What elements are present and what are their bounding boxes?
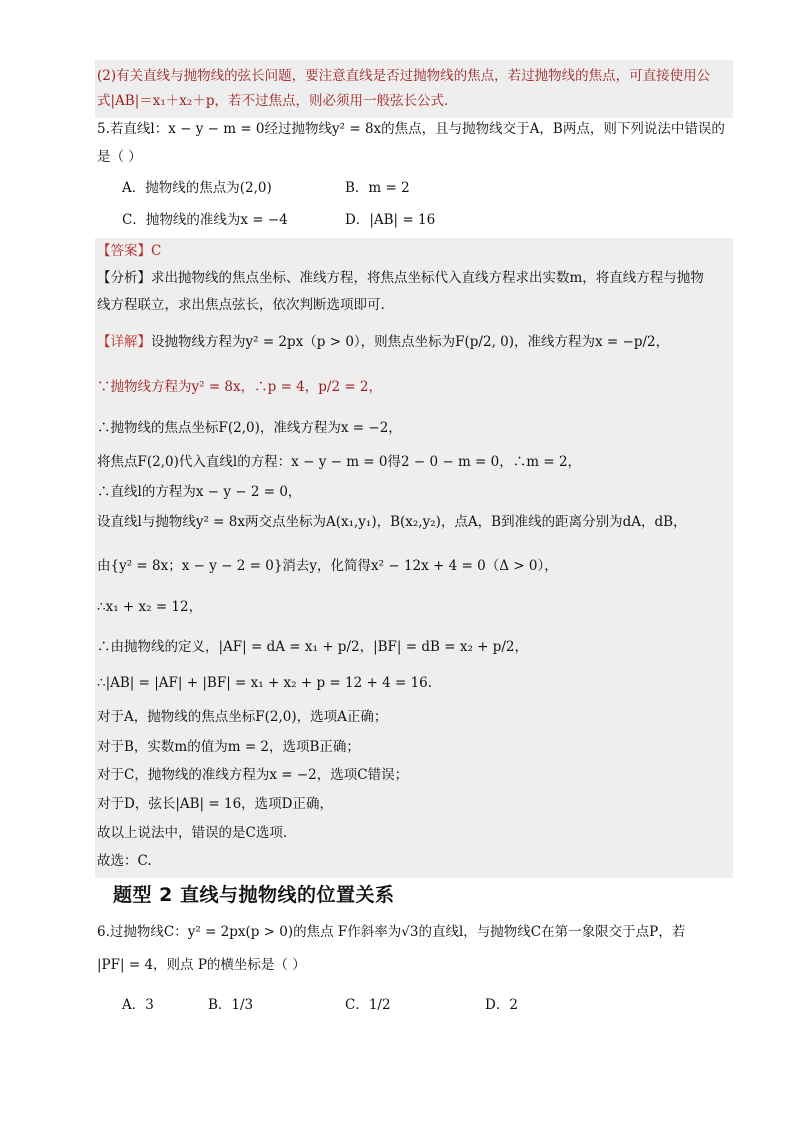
q6-stem-line-2: |PF| = 4，则点 P的横坐标是（ ） [97, 957, 306, 973]
solution-step-1: ∵抛物线方程为y² = 8x，∴p = 4，p/2 = 2， [97, 379, 383, 395]
q6-option-b: B．1/3 [208, 997, 254, 1013]
solution-step-2: ∴抛物线的焦点坐标F(2,0)，准线方程为x = −2， [97, 420, 402, 436]
q6-option-c: C．1/2 [345, 997, 391, 1013]
solution-step-14: 故以上说法中，错误的是C选项. [97, 825, 288, 841]
detail-label: 【详解】 [97, 334, 151, 350]
detail-text: 设抛物线方程为y² = 2px（p > 0），则焦点坐标为F(p/2, 0)，准线方程为x = −p/2， [151, 334, 670, 350]
solution-step-12: 对于C，抛物线的准线方程为x = −2，选项C错误； [97, 767, 409, 783]
note-line-1: (2)有关直线与抛物线的弦长问题，要注意直线是否过抛物线的焦点，若过抛物线的焦点，可直接使用公 [97, 68, 711, 84]
q6-stem-line-1: 6.过抛物线C：y² = 2px(p > 0)的焦点 F作斜率为√3的直线l，与抛物线C在第一象限交于点P，若 [97, 924, 686, 940]
section-heading: 题型 2 直线与抛物线的位置关系 [113, 884, 395, 906]
solution-step-4: ∴直线l的方程为x − y − 2 = 0， [97, 484, 302, 500]
solution-step-10: 对于A，抛物线的焦点坐标F(2,0)，选项A正确； [97, 709, 388, 725]
solution-step-11: 对于B，实数m的值为m = 2，选项B正确； [97, 739, 360, 755]
q6-option-a: A．3 [122, 997, 154, 1013]
answer-label: 【答案】C [97, 243, 162, 259]
analysis-line-1: 【分析】求出抛物线的焦点坐标、准线方程，将焦点坐标代入直线方程求出实数m，将直线方程与抛物 [97, 270, 704, 286]
solution-step-15: 故选：C. [97, 853, 152, 869]
solution-step-13: 对于D，弦长|AB| = 16，选项D正确， [97, 796, 333, 812]
note-line-2: 式|AB|＝x₁＋x₂＋p，若不过焦点，则必须用一般弦长公式． [97, 93, 458, 109]
analysis-line-2: 线方程联立，求出焦点弦长，依次判断选项即可. [97, 297, 385, 313]
q5-option-c: C．抛物线的准线为x = −4 [122, 212, 288, 228]
solution-step-9: ∴|AB| = |AF| + |BF| = x₁ + x₂ + p = 12 + 4 = 16. [97, 675, 433, 691]
q5-stem-line-2: 是（ ） [97, 149, 142, 165]
solution-step-3: 将焦点F(2,0)代入直线l的方程：x − y − m = 0得2 − 0 − m = 0，∴m = 2， [97, 454, 582, 470]
detail-line [97, 332, 669, 352]
solution-step-5: 设直线l与抛物线y² = 8x两交点坐标为A(x₁,y₁)，B(x₂,y₂)，点A，B到准线的距离分别为dA，dB， [97, 514, 687, 530]
q5-stem-line-1: 5.若直线l：x − y − m = 0经过抛物线y² = 8x的焦点，且与抛物线交于A，B两点，则下列说法中错误的 [97, 121, 725, 137]
q6-option-d: D．2 [485, 997, 518, 1013]
solution-step-7: ∴x₁ + x₂ = 12， [97, 599, 203, 615]
solution-step-6: 由{y² = 8x；x − y − 2 = 0}消去y，化简得x² − 12x + 4 = 0（Δ > 0）， [97, 558, 558, 574]
q5-option-a: A．抛物线的焦点为(2,0) [122, 180, 272, 196]
q5-option-b: B．m = 2 [345, 180, 410, 196]
q5-option-d: D．|AB| = 16 [345, 212, 436, 228]
solution-step-8: ∴由抛物线的定义，|AF| = dA = x₁ + p/2，|BF| = dB = x₂ + p/2， [97, 639, 529, 655]
